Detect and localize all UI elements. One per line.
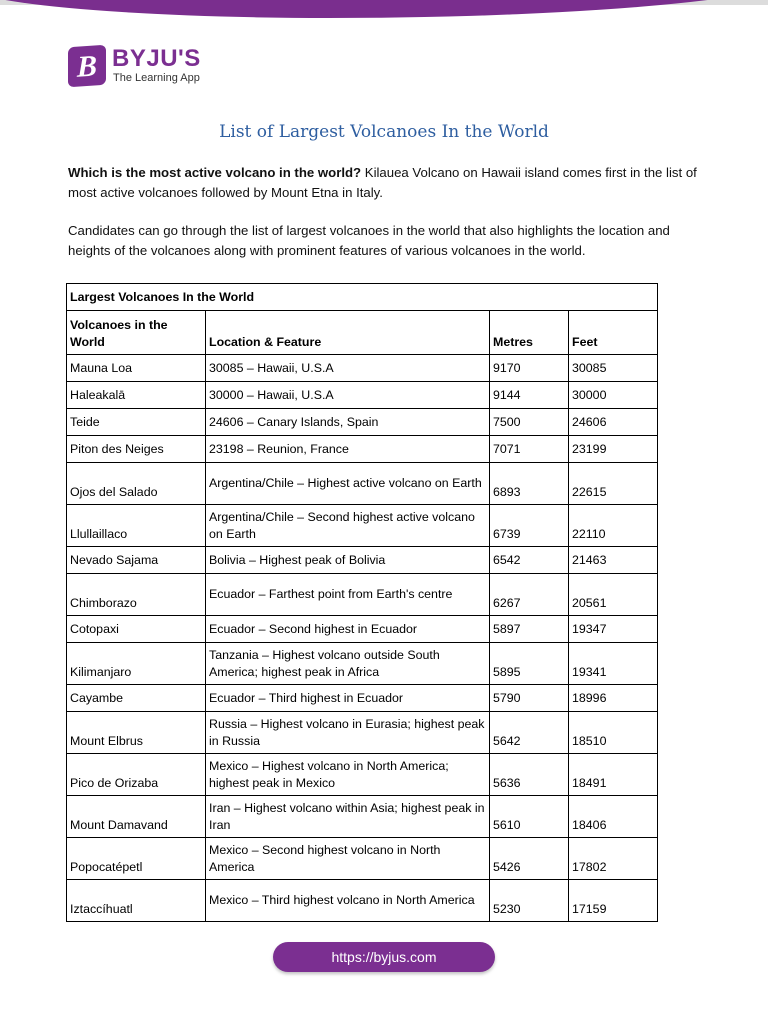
cell-feet: 30085 (569, 355, 658, 382)
cell-metres: 7071 (490, 436, 569, 463)
cell-feet: 23199 (569, 436, 658, 463)
document-title: List of Largest Volcanoes In the World (219, 122, 549, 142)
cell-volcano-name: Kilimanjaro (67, 643, 206, 685)
cell-location: 23198 – Reunion, France (206, 436, 490, 463)
cell-volcano-name: Haleakalā (67, 382, 206, 409)
cell-metres: 9170 (490, 355, 569, 382)
cell-metres: 5610 (490, 796, 569, 838)
cell-feet: 18996 (569, 685, 658, 712)
cell-metres: 5642 (490, 712, 569, 754)
header-metres: Metres (490, 311, 569, 355)
cell-feet: 30000 (569, 382, 658, 409)
cell-location: Argentina/Chile – Highest active volcano on Earth (206, 463, 490, 505)
header-purple-wave (0, 0, 768, 18)
cell-metres: 5230 (490, 880, 569, 922)
table-row (67, 463, 658, 505)
table-row (67, 436, 658, 463)
cell-metres: 6542 (490, 547, 569, 574)
table-row (67, 685, 658, 712)
description-paragraph: Candidates can go through the list of largest volcanoes in the world that also highlights the location and heights of the volcanoes along with prominent features of various volcanoes in the world. (68, 223, 670, 258)
cell-volcano-name: Teide (67, 409, 206, 436)
cell-volcano-name: Pico de Orizaba (67, 754, 206, 796)
header-decoration (0, 0, 768, 22)
cell-feet: 19341 (569, 643, 658, 685)
cell-location: Mexico – Second highest volcano in North America (206, 838, 490, 880)
website-link[interactable]: https://byjus.com (273, 942, 495, 972)
cell-feet: 18491 (569, 754, 658, 796)
table-row (67, 409, 658, 436)
cell-metres: 9144 (490, 382, 569, 409)
table-row (67, 616, 658, 643)
cell-location: Tanzania – Highest volcano outside South America; highest peak in Africa (206, 643, 490, 685)
logo-name: BYJU'S (112, 45, 201, 72)
table-header-row (67, 311, 658, 355)
logo-mark-icon (68, 45, 106, 88)
cell-location: Mexico – Highest volcano in North America; highest peak in Mexico (206, 754, 490, 796)
table-row (67, 880, 658, 922)
cell-location: Ecuador – Second highest in Ecuador (206, 616, 490, 643)
cell-location: 30000 – Hawaii, U.S.A (206, 382, 490, 409)
cell-location: Bolivia – Highest peak of Bolivia (206, 547, 490, 574)
cell-volcano-name: Cayambe (67, 685, 206, 712)
cell-location: Argentina/Chile – Second highest active volcano on Earth (206, 505, 490, 547)
cell-volcano-name: Ojos del Salado (67, 463, 206, 505)
cell-location: 30085 – Hawaii, U.S.A (206, 355, 490, 382)
header-feet: Feet (569, 311, 658, 355)
table-row (67, 838, 658, 880)
cell-location: Russia – Highest volcano in Eurasia; highest peak in Russia (206, 712, 490, 754)
volcano-table (66, 283, 658, 922)
cell-volcano-name: Llullaillaco (67, 505, 206, 547)
cell-location: 24606 – Canary Islands, Spain (206, 409, 490, 436)
table-row (67, 355, 658, 382)
header-location: Location & Feature (206, 311, 490, 355)
table-row (67, 574, 658, 616)
cell-metres: 5790 (490, 685, 569, 712)
cell-volcano-name: Nevado Sajama (67, 547, 206, 574)
logo-mark-letter: B (77, 49, 98, 84)
cell-metres: 6739 (490, 505, 569, 547)
cell-feet: 21463 (569, 547, 658, 574)
intro-paragraph (68, 163, 704, 203)
cell-feet: 17159 (569, 880, 658, 922)
cell-location: Iran – Highest volcano within Asia; highest peak in Iran (206, 796, 490, 838)
table-row (67, 547, 658, 574)
table-caption: Largest Volcanoes In the World (67, 284, 658, 311)
table-caption-row (67, 284, 658, 311)
cell-volcano-name: Iztaccíhuatl (67, 880, 206, 922)
cell-metres: 5636 (490, 754, 569, 796)
cell-volcano-name: Popocatépetl (67, 838, 206, 880)
cell-feet: 20561 (569, 574, 658, 616)
intro-question: Which is the most active volcano in the world? (68, 165, 362, 180)
cell-location: Ecuador – Farthest point from Earth's centre (206, 574, 490, 616)
cell-metres: 5426 (490, 838, 569, 880)
header-volcano: Volcanoes in the World (67, 311, 206, 355)
cell-volcano-name: Cotopaxi (67, 616, 206, 643)
cell-feet: 19347 (569, 616, 658, 643)
cell-location: Mexico – Third highest volcano in North America (206, 880, 490, 922)
table-row (67, 712, 658, 754)
cell-feet: 22615 (569, 463, 658, 505)
cell-metres: 6267 (490, 574, 569, 616)
cell-location: Ecuador – Third highest in Ecuador (206, 685, 490, 712)
cell-volcano-name: Chimborazo (67, 574, 206, 616)
cell-metres: 6893 (490, 463, 569, 505)
table-row (67, 796, 658, 838)
cell-feet: 18406 (569, 796, 658, 838)
cell-metres: 7500 (490, 409, 569, 436)
cell-feet: 17802 (569, 838, 658, 880)
cell-feet: 24606 (569, 409, 658, 436)
cell-feet: 22110 (569, 505, 658, 547)
cell-volcano-name: Piton des Neiges (67, 436, 206, 463)
cell-volcano-name: Mauna Loa (67, 355, 206, 382)
cell-volcano-name: Mount Damavand (67, 796, 206, 838)
cell-volcano-name: Mount Elbrus (67, 712, 206, 754)
cell-metres: 5897 (490, 616, 569, 643)
table-row (67, 382, 658, 409)
table-row (67, 754, 658, 796)
table-row (67, 505, 658, 547)
logo-tagline: The Learning App (113, 72, 200, 84)
cell-feet: 18510 (569, 712, 658, 754)
cell-metres: 5895 (490, 643, 569, 685)
intro-answer: Kilauea Volcano on Hawaii island comes first in the list of most active volcanoes followed by Mount Etna in Italy. (68, 165, 697, 200)
table-row (67, 643, 658, 685)
